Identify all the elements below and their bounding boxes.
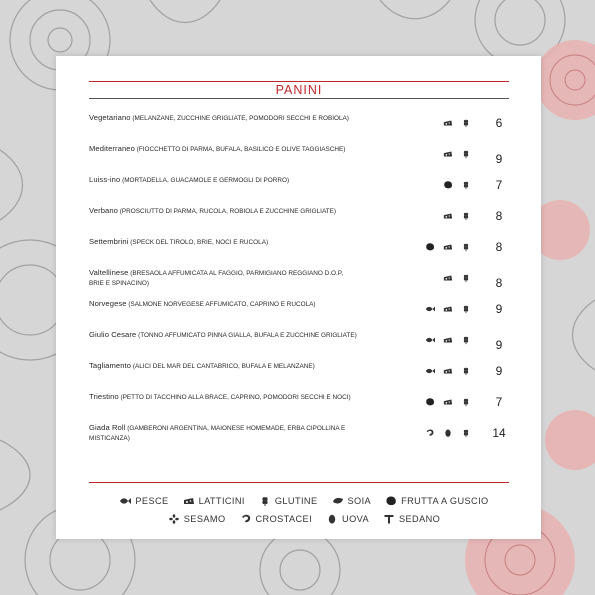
latticini-icon (443, 397, 453, 407)
menu-item-text (89, 237, 359, 248)
legend-item (385, 496, 489, 506)
latticini-icon (443, 366, 453, 376)
crostacei-icon (425, 428, 435, 438)
menu-item-price: 6 (495, 116, 503, 130)
menu-item-text (89, 268, 359, 289)
soia-icon (332, 496, 344, 506)
latticini-icon (443, 304, 453, 314)
menu-item-name: Verbano (89, 206, 118, 215)
menu-item-text (89, 144, 359, 155)
menu-item-price: 8 (495, 240, 503, 254)
latticini-icon (183, 496, 195, 506)
frutta-a-guscio-icon (443, 180, 453, 190)
menu-item-name: Valtellinese (89, 268, 129, 277)
glutine-icon (259, 496, 271, 506)
latticini-icon (443, 118, 453, 128)
menu-item (89, 328, 509, 359)
sesamo-icon (168, 514, 180, 524)
menu-item-description: (ALICI DEL MAR DEL CANTABRICO, BUFALA E MELANZANE) (132, 363, 315, 370)
menu-item-description: (SPECK DEL TIROLO, BRIE, NOCI E RUCOLA) (130, 239, 269, 246)
glutine-icon (461, 366, 471, 376)
frutta-a-guscio-icon (385, 496, 397, 506)
menu-item-text (89, 206, 359, 217)
menu-item-price: 9 (495, 152, 503, 166)
menu-item-price: 8 (495, 276, 503, 290)
top-rule (89, 81, 509, 82)
menu-item (89, 142, 509, 173)
title-block (89, 81, 509, 99)
frutta-a-guscio-icon (425, 397, 435, 407)
latticini-icon (443, 273, 453, 283)
menu-item (89, 297, 509, 328)
legend-label: CROSTACEI (255, 514, 313, 524)
legend-label: FRUTTA A GUSCIO (401, 496, 489, 506)
menu-item-text (89, 330, 359, 341)
glutine-icon (461, 180, 471, 190)
legend-item (119, 496, 168, 506)
bottom-rule (89, 482, 509, 483)
menu-item-description: (BRESAOLA AFFUMICATA AL FAGGIO, PARMIGIANO REGGIANO D.O.P, BRIE E SPINACINO) (89, 270, 343, 287)
menu-item-text (89, 175, 359, 186)
menu-item-name: Tagliamento (89, 361, 132, 370)
menu-title: PANINI (275, 83, 323, 97)
menu-item-text (89, 423, 359, 444)
glutine-icon (461, 397, 471, 407)
menu-item-price: 14 (492, 426, 506, 440)
allergen-icons (425, 334, 471, 346)
latticini-icon (443, 149, 453, 159)
allergen-icons (443, 117, 471, 129)
menu-item-description: (GAMBERONI ARGENTINA, MAIONESE HOMEMADE, ERBA CIPOLLINA E MISTICANZA) (89, 425, 346, 442)
menu-item-name: Settembrini (89, 237, 129, 246)
menu-item-name: Luiss-ino (89, 175, 121, 184)
menu-item-price: 9 (495, 338, 503, 352)
allergen-icons (425, 396, 471, 408)
glutine-icon (461, 273, 471, 283)
menu-item-price: 9 (495, 364, 503, 378)
menu-item-text (89, 299, 359, 310)
legend-label: SESAMO (183, 514, 226, 524)
glutine-icon (461, 304, 471, 314)
legend-label: SEDANO (399, 514, 441, 524)
uova-icon (443, 428, 453, 438)
menu-item (89, 173, 509, 204)
pesce-icon (425, 304, 435, 314)
menu-item-description: (PROSCIUTTO DI PARMA, RUCOLA, ROBIOLA E ZUCCHINE GRIGLIATE) (119, 208, 337, 215)
allergen-icons (425, 365, 471, 377)
menu-card (56, 56, 541, 539)
legend-item (240, 514, 313, 524)
legend-row-1 (84, 492, 524, 510)
legend-label: PESCE (135, 496, 169, 506)
legend-item (183, 496, 245, 506)
legend-label: LATTICINI (198, 496, 245, 506)
menu-item-price: 9 (495, 302, 503, 316)
menu-items (89, 111, 509, 452)
sedano-icon (383, 514, 395, 524)
menu-item (89, 390, 509, 421)
allergen-icons (443, 272, 471, 284)
menu-item-name: Norvegese (89, 299, 127, 308)
frutta-a-guscio-icon (425, 242, 435, 252)
legend-label: UOVA (342, 514, 369, 524)
latticini-icon (443, 242, 453, 252)
pesce-icon (119, 496, 131, 506)
menu-item-description: (FIOCCHETTO DI PARMA, BUFALA, BASILICO E OLIVE TAGGIASCHE) (136, 146, 346, 153)
menu-item (89, 266, 509, 297)
glutine-icon (461, 428, 471, 438)
menu-item-description: (SALMONE NORVEGESE AFFUMICATO, CAPRINO E RUCOLA) (128, 301, 316, 308)
legend-item (259, 496, 318, 506)
menu-item-price: 7 (495, 178, 503, 192)
menu-item-name: Vegetariano (89, 113, 131, 122)
glutine-icon (461, 242, 471, 252)
menu-item-description: (PETTO DI TACCHINO ALLA BRACE, CAPRINO, POMODORI SECCHI E NOCI) (120, 394, 351, 401)
menu-item-name: Triestino (89, 392, 119, 401)
allergen-icons (443, 179, 471, 191)
allergen-legend (84, 492, 524, 528)
legend-label: SOIA (347, 496, 372, 506)
glutine-icon (461, 118, 471, 128)
legend-label: GLUTINE (274, 496, 318, 506)
pesce-icon (425, 335, 435, 345)
menu-item-price: 7 (495, 395, 503, 409)
menu-item (89, 204, 509, 235)
menu-item (89, 235, 509, 266)
crostacei-icon (240, 514, 252, 524)
pesce-icon (425, 366, 435, 376)
menu-item-description: (MORTADELLA, GUACAMOLE E GERMOGLI DI PORRO) (122, 177, 290, 184)
menu-item-name: Mediterraneo (89, 144, 135, 153)
menu-item-text (89, 113, 359, 124)
menu-item (89, 421, 509, 452)
glutine-icon (461, 335, 471, 345)
menu-item (89, 359, 509, 390)
latticini-icon (443, 335, 453, 345)
glutine-icon (461, 149, 471, 159)
menu-item-price: 8 (495, 209, 503, 223)
menu-item-description: (TONNO AFFUMICATO PINNA GIALLA, BUFALA E ZUCCHINE GRIGLIATE) (138, 332, 357, 339)
menu-item-name: Giada Roll (89, 423, 126, 432)
glutine-icon (461, 211, 471, 221)
allergen-icons (425, 303, 471, 315)
legend-row-2 (84, 510, 524, 528)
menu-item-text (89, 392, 359, 403)
title-underline (89, 98, 509, 99)
menu-item-text (89, 361, 359, 372)
menu-item (89, 111, 509, 142)
menu-item-description: (MELANZANE, ZUCCHINE GRIGLIATE, POMODORI SECCHI E ROBIOLA) (132, 115, 349, 122)
allergen-icons (425, 241, 471, 253)
legend-item (332, 496, 372, 506)
menu-item-name: Giulio Cesare (89, 330, 137, 339)
allergen-icons (443, 210, 471, 222)
latticini-icon (443, 211, 453, 221)
uova-icon (326, 514, 338, 524)
legend-item (383, 514, 440, 524)
allergen-icons (443, 148, 471, 160)
legend-item (326, 514, 369, 524)
legend-item (168, 514, 226, 524)
allergen-icons (425, 427, 471, 439)
